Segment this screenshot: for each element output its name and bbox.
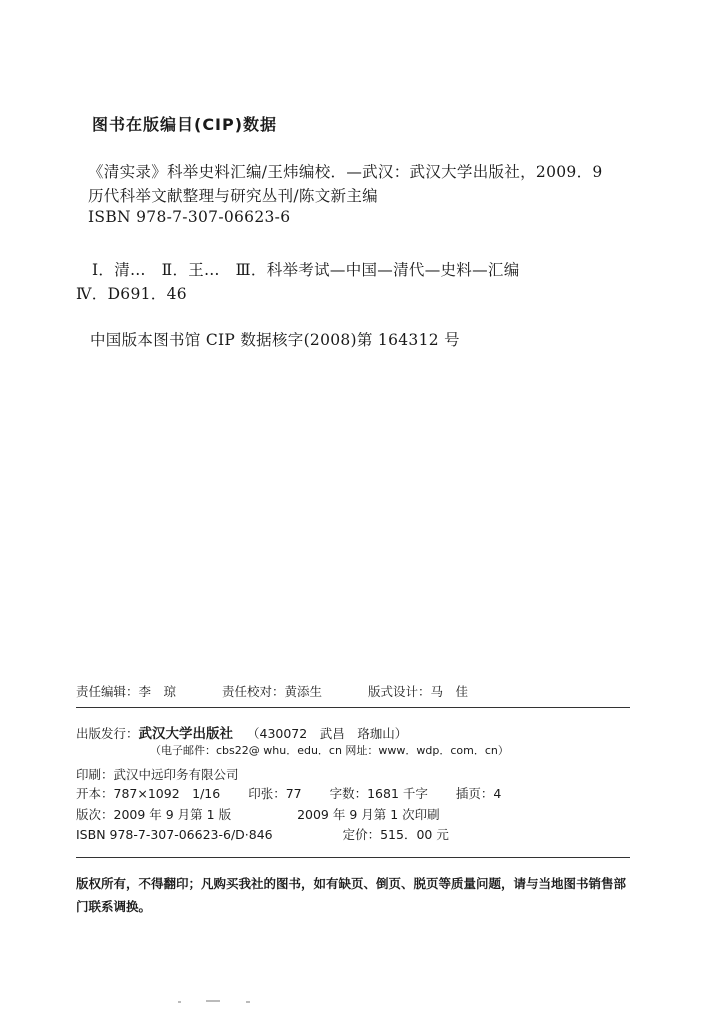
- copyright-notice: 版权所有，不得翻印；凡购买我社的图书，如有缺页、倒页、脱页等质量问题，请与当地图书销售部门联系调换。: [76, 876, 627, 914]
- spec-line: [76, 784, 525, 802]
- layout-designer: 版式设计：马 佳: [368, 684, 469, 699]
- publisher-contact: （电子邮件：cbs22@ whu．edu．cn 网址：www．wdp．com．cn）: [150, 744, 509, 757]
- publisher-address: （430072 武昌 珞珈山）: [247, 726, 408, 741]
- word-count: 字数：1681 千字: [329, 786, 428, 801]
- cip-subjects: Ⅰ．清… Ⅱ．王… Ⅲ．科举考试—中国—清代—史料—汇编: [92, 261, 520, 279]
- publisher-label: 出版发行：: [76, 726, 139, 741]
- format: 开本：787×1092 1/16: [76, 786, 221, 801]
- plates: 插页：4: [455, 786, 502, 801]
- cip-isbn: ISBN 978-7-307-06623-6: [88, 208, 291, 226]
- edition-line: [76, 805, 440, 823]
- credits-line: [76, 682, 510, 700]
- publisher-line: [76, 722, 407, 742]
- responsible-editor: 责任编辑：李 琼: [76, 684, 177, 699]
- responsible-proofreader: 责任校对：黄添生: [222, 684, 323, 699]
- isbn-price-line: [76, 825, 449, 843]
- cip-classification: Ⅳ．D691．46: [76, 285, 187, 303]
- scan-speck: [206, 1000, 220, 1002]
- scan-speck: [178, 1001, 181, 1003]
- printer-line: 印刷：武汉中远印务有限公司: [76, 767, 239, 782]
- edition-version: 版次：2009 年 9 月第 1 版: [76, 807, 232, 822]
- divider-bottom: [76, 857, 630, 858]
- divider-top: [76, 707, 630, 708]
- price: 定价：515．00 元: [342, 827, 449, 842]
- cip-record-number: 中国版本图书馆 CIP 数据核字(2008)第 164312 号: [90, 331, 460, 349]
- cip-series-line: 历代科举文献整理与研究丛刊/陈文新主编: [88, 187, 378, 205]
- cip-title-line: 《清实录》科举史料汇编/王炜编校．—武汉：武汉大学出版社，2009．9: [88, 163, 603, 181]
- edition-impression: 2009 年 9 月第 1 次印刷: [297, 807, 440, 822]
- isbn-full: ISBN 978-7-307-06623-6/D·846: [76, 827, 273, 842]
- scan-speck: [246, 1001, 250, 1003]
- printed-sheets: 印张：77: [248, 786, 302, 801]
- publisher-name: 武汉大学出版社: [138, 726, 234, 742]
- cip-heading: 图书在版编目(CIP)数据: [92, 115, 278, 134]
